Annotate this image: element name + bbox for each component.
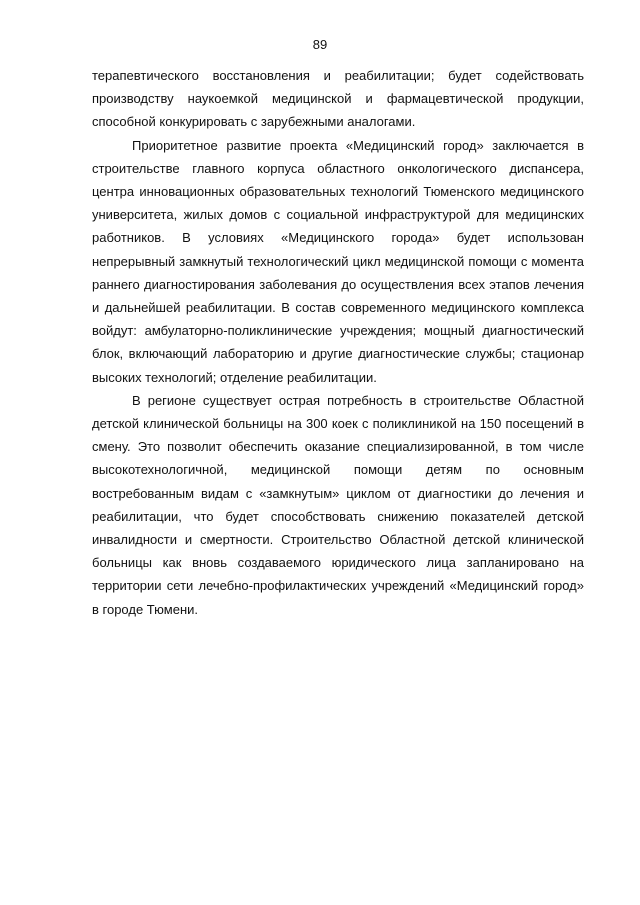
paragraph-childrens-hospital: В регионе существует острая потребность в строительстве Областной детской клинической больницы на 300 коек с поликлиникой на 150 посещений в смену. Это позволит обеспечить оказание специализированной, в том числе высокотехнологичной, медицинской помощи детям по основным востребованным видам с «замкнутым» циклом от диагностики до лечения и реабилитации, что будет способствовать снижению показателей детской инвалидности и смертности. Строительство Областной детской клинической больницы как вновь создаваемого юридического лица запланировано на территории сети лечебно-профилактических учреждений «Медицинский город» в городе Тюмени. [92, 392, 584, 617]
paragraph-continuation: терапевтического восстановления и реабилитации; будет содействовать производству наукоемкой медицинской и фармацевтической продукции, способной конкурировать с зарубежными аналогами. [92, 68, 584, 130]
paragraph-medical-city: Приоритетное развитие проекта «Медицинский город» заключается в строительстве главного корпуса областного онкологического диспансера, центра инновационных образовательных технологий Тюменского медицинского университета, жилых домов с социальной инфраструктурой для медицинских работников. В условиях «Медицинского города» будет использован непрерывный замкнутый технологический цикл медицинской помощи с момента раннего диагностирования заболевания до осуществления всех этапов лечения и дальнейшей реабилитации. В состав современного медицинского комплекса войдут: амбулаторно-поликлинические учреждения; мощный диагностический блок, включающий лабораторию и другие диагностические службы; стационар высоких технологий; отделение реабилитации. [92, 137, 584, 385]
page-number: 89 [312, 37, 328, 52]
document-body [92, 64, 584, 621]
